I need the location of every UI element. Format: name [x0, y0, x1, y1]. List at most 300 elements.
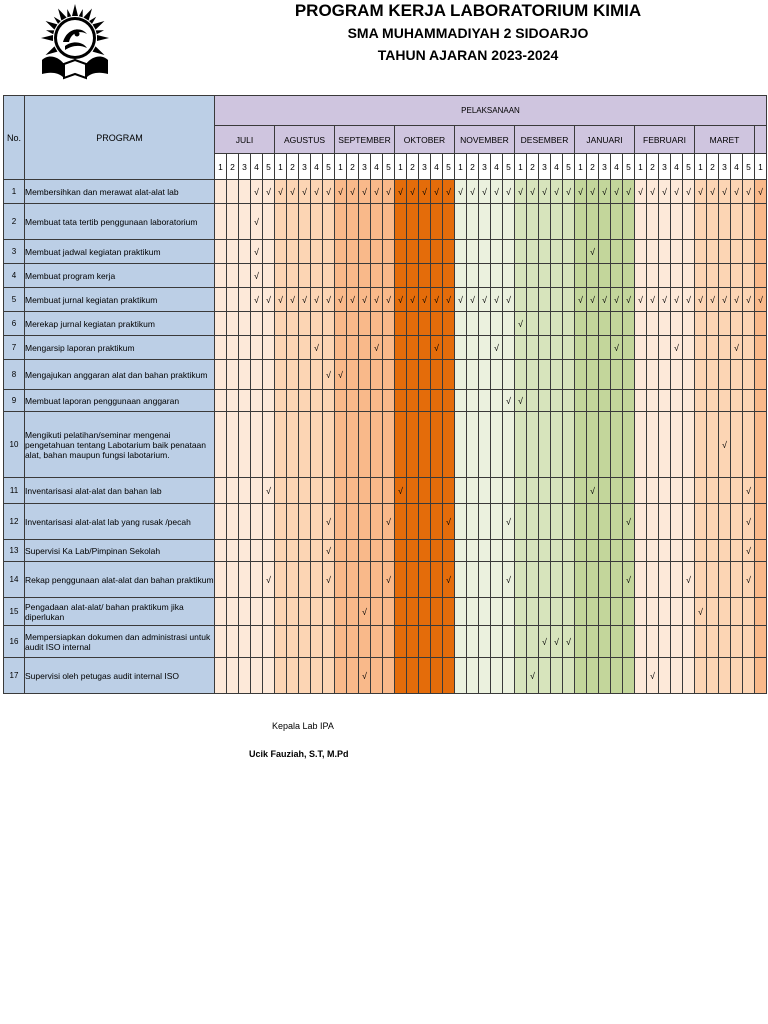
check-mark: √	[659, 180, 671, 204]
program-name: Inventarisasi alat-alat dan bahan lab	[25, 478, 215, 504]
schedule-cell	[407, 312, 419, 336]
schedule-cell	[575, 204, 587, 240]
schedule-cell	[335, 478, 347, 504]
week-number: 1	[755, 154, 767, 180]
schedule-cell	[731, 240, 743, 264]
schedule-cell	[419, 360, 431, 390]
schedule-cell	[539, 312, 551, 336]
week-number: 3	[359, 154, 371, 180]
check-mark: √	[623, 180, 635, 204]
check-mark: √	[383, 288, 395, 312]
schedule-cell	[575, 626, 587, 658]
schedule-cell	[371, 240, 383, 264]
schedule-cell	[371, 264, 383, 288]
schedule-cell	[299, 312, 311, 336]
schedule-cell	[635, 626, 647, 658]
signature-role: Kepala Lab IPA	[272, 721, 334, 731]
schedule-cell	[455, 264, 467, 288]
schedule-cell	[335, 626, 347, 658]
schedule-cell	[347, 412, 359, 478]
schedule-cell	[491, 360, 503, 390]
schedule-cell	[359, 312, 371, 336]
schedule-cell	[215, 336, 227, 360]
schedule-cell	[359, 562, 371, 598]
schedule-cell	[491, 240, 503, 264]
check-mark: √	[623, 562, 635, 598]
schedule-cell	[671, 540, 683, 562]
schedule-cell	[611, 312, 623, 336]
schedule-cell	[239, 288, 251, 312]
schedule-cell	[755, 390, 767, 412]
schedule-cell	[431, 240, 443, 264]
schedule-cell	[443, 312, 455, 336]
program-name: Mengikuti pelatihan/seminar mengenai pengetahuan tentang Labotarium baik penataan alat, bahan maupun fungsi labotarium.	[25, 412, 215, 478]
schedule-cell	[347, 240, 359, 264]
check-mark: √	[407, 180, 419, 204]
schedule-cell	[635, 562, 647, 598]
schedule-cell	[227, 598, 239, 626]
schedule-cell	[395, 390, 407, 412]
schedule-cell	[239, 478, 251, 504]
schedule-cell	[611, 204, 623, 240]
schedule-cell	[563, 658, 575, 694]
schedule-cell	[575, 240, 587, 264]
schedule-cell	[251, 598, 263, 626]
check-mark: √	[707, 180, 719, 204]
schedule-cell	[275, 336, 287, 360]
check-mark: √	[275, 180, 287, 204]
check-mark: √	[323, 180, 335, 204]
schedule-cell	[275, 240, 287, 264]
check-mark: √	[539, 626, 551, 658]
check-mark: √	[335, 360, 347, 390]
schedule-cell	[383, 312, 395, 336]
schedule-cell	[287, 264, 299, 288]
week-number: 2	[227, 154, 239, 180]
check-mark: √	[695, 180, 707, 204]
schedule-cell	[215, 562, 227, 598]
schedule-cell	[491, 412, 503, 478]
schedule-cell	[755, 658, 767, 694]
schedule-cell	[419, 312, 431, 336]
schedule-cell	[287, 658, 299, 694]
check-mark: √	[503, 390, 515, 412]
schedule-cell	[551, 312, 563, 336]
program-name: Supervisi oleh petugas audit internal ISO	[25, 658, 215, 694]
muhammadiyah-logo	[34, 2, 116, 82]
schedule-cell	[335, 336, 347, 360]
schedule-cell	[503, 626, 515, 658]
schedule-cell	[683, 598, 695, 626]
schedule-cell	[611, 562, 623, 598]
check-mark: √	[743, 288, 755, 312]
schedule-cell	[563, 598, 575, 626]
schedule-cell	[635, 204, 647, 240]
schedule-cell	[311, 312, 323, 336]
schedule-cell	[683, 626, 695, 658]
schedule-cell	[323, 204, 335, 240]
schedule-cell	[407, 562, 419, 598]
row-number: 11	[4, 478, 25, 504]
schedule-cell	[299, 240, 311, 264]
schedule-cell	[563, 478, 575, 504]
program-name: Mempersiapkan dokumen dan administrasi untuk audit ISO internal	[25, 626, 215, 658]
schedule-cell	[551, 598, 563, 626]
schedule-cell	[491, 390, 503, 412]
schedule-cell	[551, 288, 563, 312]
schedule-cell	[707, 626, 719, 658]
schedule-cell	[551, 240, 563, 264]
check-mark: √	[671, 180, 683, 204]
academic-year: TAHUN AJARAN 2023-2024	[377, 47, 559, 63]
schedule-cell	[467, 478, 479, 504]
schedule-cell	[515, 658, 527, 694]
schedule-cell	[647, 240, 659, 264]
schedule-cell	[683, 336, 695, 360]
schedule-cell	[347, 336, 359, 360]
check-mark: √	[503, 504, 515, 540]
schedule-cell	[383, 626, 395, 658]
schedule-cell	[395, 504, 407, 540]
week-number: 1	[335, 154, 347, 180]
schedule-cell	[335, 390, 347, 412]
schedule-cell	[611, 412, 623, 478]
schedule-cell	[683, 240, 695, 264]
check-mark: √	[695, 598, 707, 626]
month-header	[755, 126, 767, 154]
program-row	[4, 478, 767, 504]
row-number: 12	[4, 504, 25, 540]
schedule-cell	[347, 478, 359, 504]
schedule-cell	[623, 626, 635, 658]
schedule-cell	[587, 658, 599, 694]
schedule-cell	[419, 598, 431, 626]
row-number: 13	[4, 540, 25, 562]
schedule-cell	[323, 626, 335, 658]
schedule-cell	[407, 336, 419, 360]
schedule-cell	[491, 598, 503, 626]
check-mark: √	[587, 240, 599, 264]
schedule-cell	[503, 240, 515, 264]
check-mark: √	[431, 336, 443, 360]
schedule-cell	[683, 412, 695, 478]
schedule-cell	[527, 336, 539, 360]
schedule-cell	[623, 390, 635, 412]
schedule-cell	[383, 390, 395, 412]
check-mark: √	[587, 288, 599, 312]
check-mark: √	[359, 288, 371, 312]
program-row	[4, 504, 767, 540]
schedule-cell	[383, 336, 395, 360]
program-row	[4, 540, 767, 562]
program-name: Membersihkan dan merawat alat-alat lab	[25, 180, 215, 204]
check-mark: √	[731, 336, 743, 360]
schedule-cell	[719, 504, 731, 540]
check-mark: √	[635, 288, 647, 312]
check-mark: √	[731, 288, 743, 312]
schedule-cell	[659, 540, 671, 562]
schedule-cell	[695, 412, 707, 478]
schedule-cell	[527, 204, 539, 240]
week-number: 1	[215, 154, 227, 180]
schedule-cell	[479, 540, 491, 562]
check-mark: √	[443, 504, 455, 540]
schedule-cell	[731, 626, 743, 658]
document-title-block	[220, 0, 716, 66]
schedule-cell	[395, 240, 407, 264]
schedule-cell	[287, 598, 299, 626]
schedule-cell	[443, 204, 455, 240]
schedule-cell	[527, 504, 539, 540]
schedule-cell	[707, 504, 719, 540]
schedule-cell	[743, 412, 755, 478]
schedule-cell	[311, 264, 323, 288]
schedule-cell	[551, 412, 563, 478]
check-mark: √	[623, 504, 635, 540]
schedule-cell	[467, 336, 479, 360]
schedule-cell	[383, 204, 395, 240]
schedule-cell	[215, 390, 227, 412]
schedule-cell	[347, 360, 359, 390]
schedule-cell	[455, 412, 467, 478]
check-mark: √	[659, 288, 671, 312]
check-mark: √	[287, 288, 299, 312]
check-mark: √	[479, 180, 491, 204]
check-mark: √	[383, 504, 395, 540]
schedule-cell	[323, 336, 335, 360]
week-number: 2	[707, 154, 719, 180]
schedule-cell	[527, 288, 539, 312]
check-mark: √	[323, 288, 335, 312]
schedule-cell	[527, 264, 539, 288]
schedule-cell	[287, 240, 299, 264]
schedule-cell	[299, 412, 311, 478]
schedule-cell	[335, 264, 347, 288]
schedule-cell	[611, 540, 623, 562]
schedule-cell	[419, 412, 431, 478]
schedule-cell	[695, 240, 707, 264]
schedule-cell	[227, 658, 239, 694]
schedule-cell	[731, 412, 743, 478]
schedule-cell	[383, 240, 395, 264]
schedule-cell	[707, 264, 719, 288]
schedule-cell	[647, 598, 659, 626]
schedule-cell	[719, 360, 731, 390]
schedule-cell	[743, 264, 755, 288]
check-mark: √	[371, 288, 383, 312]
week-number: 3	[719, 154, 731, 180]
schedule-cell	[227, 504, 239, 540]
schedule-cell	[743, 312, 755, 336]
program-name: Membuat laporan penggunaan anggaran	[25, 390, 215, 412]
schedule-cell	[371, 390, 383, 412]
schedule-cell	[431, 504, 443, 540]
week-number: 4	[731, 154, 743, 180]
schedule-cell	[359, 204, 371, 240]
program-row	[4, 336, 767, 360]
check-mark: √	[611, 336, 623, 360]
schedule-cell	[551, 336, 563, 360]
schedule-cell	[215, 626, 227, 658]
schedule-cell	[551, 204, 563, 240]
schedule-cell	[479, 658, 491, 694]
check-mark: √	[263, 288, 275, 312]
program-row	[4, 412, 767, 478]
month-header: OKTOBER	[395, 126, 455, 154]
schedule-cell	[503, 204, 515, 240]
schedule-cell	[299, 504, 311, 540]
check-mark: √	[647, 658, 659, 694]
schedule-cell	[359, 412, 371, 478]
schedule-cell	[335, 562, 347, 598]
schedule-cell	[755, 240, 767, 264]
schedule-cell	[539, 478, 551, 504]
week-number: 3	[659, 154, 671, 180]
schedule-cell	[239, 562, 251, 598]
week-number: 1	[695, 154, 707, 180]
schedule-cell	[335, 598, 347, 626]
schedule-cell	[287, 504, 299, 540]
check-mark: √	[371, 180, 383, 204]
check-mark: √	[587, 478, 599, 504]
check-mark: √	[515, 180, 527, 204]
schedule-cell	[407, 626, 419, 658]
schedule-cell	[575, 336, 587, 360]
check-mark: √	[587, 180, 599, 204]
schedule-cell	[443, 658, 455, 694]
week-number: 5	[443, 154, 455, 180]
schedule-cell	[527, 562, 539, 598]
schedule-cell	[431, 478, 443, 504]
program-name: Supervisi Ka Lab/Pimpinan Sekolah	[25, 540, 215, 562]
week-number: 2	[647, 154, 659, 180]
schedule-cell	[695, 540, 707, 562]
schedule-cell	[263, 626, 275, 658]
schedule-cell	[683, 264, 695, 288]
schedule-cell	[731, 312, 743, 336]
schedule-cell	[431, 412, 443, 478]
schedule-cell	[587, 540, 599, 562]
check-mark: √	[251, 204, 263, 240]
schedule-cell	[587, 504, 599, 540]
schedule-cell	[563, 504, 575, 540]
schedule-cell	[239, 540, 251, 562]
check-mark: √	[275, 288, 287, 312]
check-mark: √	[707, 288, 719, 312]
signature-name: Ucik Fauziah, S.T, M.Pd	[249, 749, 349, 759]
schedule-cell	[599, 240, 611, 264]
schedule-cell	[263, 204, 275, 240]
schedule-cell	[275, 360, 287, 390]
schedule-cell	[275, 312, 287, 336]
schedule-cell	[407, 598, 419, 626]
schedule-cell	[599, 504, 611, 540]
schedule-cell	[587, 312, 599, 336]
schedule-cell	[479, 562, 491, 598]
check-mark: √	[743, 478, 755, 504]
schedule-cell	[215, 478, 227, 504]
check-mark: √	[323, 562, 335, 598]
schedule-cell	[347, 312, 359, 336]
schedule-cell	[371, 478, 383, 504]
schedule-cell	[503, 264, 515, 288]
schedule-cell	[587, 562, 599, 598]
check-mark: √	[671, 288, 683, 312]
program-row	[4, 204, 767, 240]
schedule-cell	[263, 312, 275, 336]
schedule-cell	[575, 360, 587, 390]
check-mark: √	[383, 562, 395, 598]
schedule-cell	[239, 390, 251, 412]
schedule-cell	[407, 204, 419, 240]
schedule-cell	[647, 264, 659, 288]
schedule-cell	[323, 412, 335, 478]
schedule-cell	[551, 504, 563, 540]
schedule-cell	[407, 540, 419, 562]
schedule-cell	[467, 360, 479, 390]
schedule-cell	[275, 412, 287, 478]
schedule-cell	[659, 240, 671, 264]
check-mark: √	[251, 264, 263, 288]
schedule-cell	[299, 540, 311, 562]
check-mark: √	[683, 288, 695, 312]
schedule-cell	[251, 390, 263, 412]
schedule-cell	[311, 626, 323, 658]
schedule-cell	[311, 412, 323, 478]
schedule-cell	[275, 658, 287, 694]
schedule-cell	[455, 312, 467, 336]
schedule-cell	[503, 478, 515, 504]
program-row	[4, 390, 767, 412]
schedule-cell	[611, 264, 623, 288]
schedule-cell	[503, 598, 515, 626]
schedule-cell	[239, 336, 251, 360]
week-number: 5	[503, 154, 515, 180]
schedule-cell	[239, 412, 251, 478]
schedule-cell	[707, 240, 719, 264]
schedule-cell	[647, 540, 659, 562]
check-mark: √	[731, 180, 743, 204]
schedule-cell	[599, 312, 611, 336]
schedule-cell	[527, 390, 539, 412]
schedule-cell	[479, 264, 491, 288]
schedule-cell	[383, 540, 395, 562]
schedule-cell	[467, 390, 479, 412]
schedule-cell	[335, 312, 347, 336]
schedule-cell	[407, 658, 419, 694]
schedule-cell	[719, 598, 731, 626]
schedule-cell	[227, 390, 239, 412]
schedule-cell	[611, 390, 623, 412]
schedule-cell	[467, 312, 479, 336]
week-number: 3	[479, 154, 491, 180]
schedule-cell	[587, 204, 599, 240]
schedule-cell	[383, 658, 395, 694]
program-name: Mengajukan anggaran alat dan bahan praktikum	[25, 360, 215, 390]
week-number: 4	[671, 154, 683, 180]
schedule-cell	[443, 598, 455, 626]
schedule-cell	[599, 264, 611, 288]
schedule-cell	[323, 390, 335, 412]
check-mark: √	[431, 288, 443, 312]
schedule-cell	[227, 478, 239, 504]
schedule-cell	[743, 360, 755, 390]
schedule-cell	[539, 204, 551, 240]
check-mark: √	[575, 288, 587, 312]
schedule-cell	[755, 562, 767, 598]
schedule-cell	[755, 204, 767, 240]
schedule-cell	[527, 478, 539, 504]
